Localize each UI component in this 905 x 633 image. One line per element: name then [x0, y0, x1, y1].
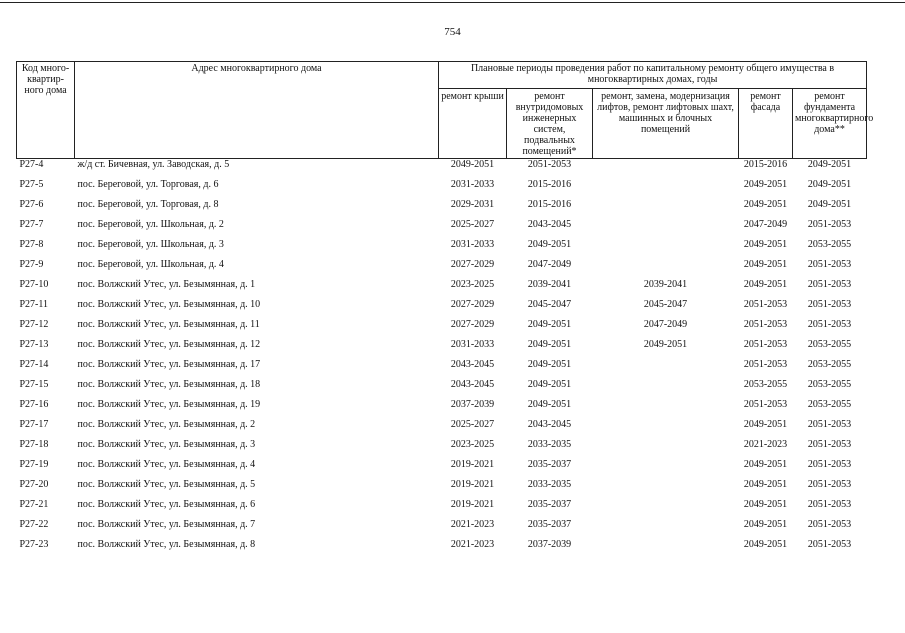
- cell-address: пос. Волжский Утес, ул. Безымянная, д. 11: [77, 319, 260, 330]
- cell-facade: 2049-2051: [743, 419, 788, 430]
- cell-roof: 2029-2031: [450, 199, 495, 210]
- cell-utilities: 2035-2037: [527, 519, 572, 530]
- cell-foundation: 2049-2051: [807, 199, 852, 210]
- cell-utilities: 2045-2047: [527, 299, 572, 310]
- cell-address: пос. Волжский Утес, ул. Безымянная, д. 19: [77, 399, 261, 410]
- header-periods: Плановые периоды проведения работ по капитальному ремонту общего имущества в многоквартирных домах, годы: [439, 62, 867, 89]
- cell-address: пос. Волжский Утес, ул. Безымянная, д. 10: [77, 299, 261, 310]
- table-row: [17, 239, 867, 259]
- cell-roof: 2043-2045: [450, 379, 495, 390]
- capital-repair-table: [16, 61, 874, 559]
- table-header: [17, 62, 874, 159]
- table-row: [17, 299, 867, 319]
- cell-facade: 2049-2051: [743, 279, 788, 290]
- cell-utilities: 2043-2045: [527, 419, 572, 430]
- cell-utilities: 2035-2037: [527, 459, 572, 470]
- table-row: [17, 379, 867, 399]
- cell-roof: 2025-2027: [450, 219, 495, 230]
- header-roof: ремонт крыши: [439, 89, 507, 159]
- cell-facade: 2049-2051: [743, 539, 788, 550]
- cell-foundation: 2051-2053: [807, 219, 852, 230]
- table-row: [17, 339, 867, 359]
- cell-code: Р27-7: [19, 219, 44, 230]
- cell-lifts: 2039-2041: [643, 279, 688, 290]
- cell-address: пос. Волжский Утес, ул. Безымянная, д. 8: [77, 539, 256, 550]
- cell-lifts: [593, 439, 739, 459]
- cell-foundation: 2051-2053: [807, 419, 852, 430]
- cell-roof: 2025-2027: [450, 419, 495, 430]
- cell-code: Р27-18: [19, 439, 49, 450]
- cell-utilities: 2047-2049: [527, 259, 572, 270]
- cell-code: Р27-22: [19, 519, 49, 530]
- cell-address: пос. Береговой, ул. Школьная, д. 4: [77, 259, 224, 270]
- cell-utilities: 2033-2035: [527, 439, 572, 450]
- cell-roof: 2021-2023: [450, 519, 495, 530]
- cell-foundation: 2051-2053: [807, 539, 852, 550]
- cell-facade: 2049-2051: [743, 199, 788, 210]
- table-row: [17, 259, 867, 279]
- cell-code: Р27-9: [19, 259, 44, 270]
- cell-utilities: 2035-2037: [527, 499, 572, 510]
- cell-roof: 2049-2051: [439, 159, 507, 180]
- cell-facade: 2049-2051: [743, 259, 788, 270]
- table-row: [17, 479, 867, 499]
- cell-code: Р27-4: [17, 159, 75, 180]
- page-number: 754: [444, 26, 461, 38]
- cell-code: Р27-19: [19, 459, 49, 470]
- cell-code: Р27-17: [19, 419, 49, 430]
- cell-code: Р27-23: [19, 539, 49, 550]
- table-row: [17, 539, 867, 559]
- cell-roof: 2023-2025: [450, 439, 495, 450]
- cell-lifts: [593, 459, 739, 479]
- cell-code: Р27-14: [19, 359, 49, 370]
- cell-code: Р27-15: [19, 379, 49, 390]
- cell-address: пос. Волжский Утес, ул. Безымянная, д. 2: [77, 419, 256, 430]
- cell-address: ж/д ст. Бичевная, ул. Заводская, д. 5: [75, 159, 439, 180]
- top-rule: [0, 2, 905, 3]
- cell-code: Р27-8: [19, 239, 44, 250]
- cell-roof: 2031-2033: [450, 339, 495, 350]
- cell-roof: 2023-2025: [450, 279, 495, 290]
- header-facade: ремонт фасада: [739, 89, 793, 159]
- cell-lifts: [593, 379, 739, 399]
- table-row: [17, 519, 867, 539]
- cell-roof: 2027-2029: [450, 299, 495, 310]
- cell-address: пос. Волжский Утес, ул. Безымянная, д. 18: [77, 379, 261, 390]
- cell-address: пос. Волжский Утес, ул. Безымянная, д. 6: [77, 499, 256, 510]
- table-row: [17, 159, 867, 180]
- cell-utilities: 2049-2051: [527, 339, 572, 350]
- cell-code: Р27-21: [19, 499, 49, 510]
- cell-facade: 2047-2049: [743, 219, 788, 230]
- cell-facade: 2015-2016: [739, 159, 793, 180]
- cell-foundation: 2049-2051: [807, 179, 852, 190]
- cell-address: пос. Волжский Утес, ул. Безымянная, д. 3: [77, 439, 256, 450]
- cell-lifts: [593, 539, 739, 559]
- cell-address: пос. Волжский Утес, ул. Безымянная, д. 4: [77, 459, 256, 470]
- cell-lifts: [593, 419, 739, 439]
- cell-code: Р27-10: [19, 279, 49, 290]
- cell-lifts: 2045-2047: [643, 299, 688, 310]
- cell-foundation: 2053-2055: [807, 379, 852, 390]
- cell-roof: 2019-2021: [450, 479, 495, 490]
- cell-roof: 2019-2021: [450, 459, 495, 470]
- cell-roof: 2027-2029: [450, 319, 495, 330]
- cell-address: пос. Волжский Утес, ул. Безымянная, д. 12: [77, 339, 261, 350]
- cell-lifts: [593, 219, 739, 239]
- cell-code: Р27-5: [19, 179, 44, 190]
- header-foundation: ремонт фундамента многоквартирного дома**: [793, 89, 867, 159]
- table-row: [17, 359, 867, 379]
- cell-utilities: 2033-2035: [527, 479, 572, 490]
- cell-lifts: [593, 259, 739, 279]
- cell-lifts: [593, 499, 739, 519]
- cell-address: пос. Береговой, ул. Торговая, д. 6: [77, 179, 219, 190]
- cell-facade: 2051-2053: [743, 399, 788, 410]
- cell-address: пос. Волжский Утес, ул. Безымянная, д. 7: [77, 519, 256, 530]
- cell-roof: 2037-2039: [450, 399, 495, 410]
- cell-code: Р27-16: [19, 399, 49, 410]
- cell-utilities: 2049-2051: [527, 319, 572, 330]
- cell-facade: 2053-2055: [743, 379, 788, 390]
- cell-foundation: 2053-2055: [807, 399, 852, 410]
- cell-foundation: 2051-2053: [807, 479, 852, 490]
- cell-lifts: [593, 519, 739, 539]
- cell-foundation: 2051-2053: [807, 299, 852, 310]
- table-row: [17, 279, 867, 299]
- cell-utilities: 2049-2051: [527, 239, 572, 250]
- cell-roof: 2043-2045: [450, 359, 495, 370]
- cell-foundation: 2051-2053: [807, 499, 852, 510]
- cell-foundation: 2049-2051: [793, 159, 867, 180]
- cell-foundation: 2051-2053: [807, 319, 852, 330]
- cell-foundation: 2051-2053: [807, 439, 852, 450]
- cell-facade: 2051-2053: [743, 339, 788, 350]
- cell-facade: 2051-2053: [743, 319, 788, 330]
- cell-address: пос. Волжский Утес, ул. Безымянная, д. 5: [77, 479, 256, 490]
- cell-facade: 2049-2051: [743, 479, 788, 490]
- header-lifts: ремонт, замена, модернизация лифтов, ремонт лифтовых шахт, машинных и блочных помещений: [593, 89, 739, 159]
- table-row: [17, 499, 867, 519]
- cell-lifts: [593, 239, 739, 259]
- table-row: [17, 219, 867, 239]
- cell-foundation: 2051-2053: [807, 459, 852, 470]
- table-body: [17, 159, 867, 560]
- cell-facade: 2049-2051: [743, 499, 788, 510]
- cell-roof: 2021-2023: [450, 539, 495, 550]
- cell-facade: 2051-2053: [743, 359, 788, 370]
- cell-code: Р27-11: [19, 299, 49, 310]
- cell-roof: 2031-2033: [450, 179, 495, 190]
- cell-utilities: 2049-2051: [527, 359, 572, 370]
- cell-code: Р27-6: [19, 199, 44, 210]
- cell-facade: 2051-2053: [743, 299, 788, 310]
- cell-address: пос. Береговой, ул. Школьная, д. 2: [77, 219, 224, 230]
- cell-roof: 2019-2021: [450, 499, 495, 510]
- table-row: [17, 439, 867, 459]
- cell-foundation: 2051-2053: [807, 519, 852, 530]
- table-row: [17, 199, 867, 219]
- cell-facade: 2049-2051: [743, 459, 788, 470]
- cell-lifts: 2049-2051: [643, 339, 688, 350]
- header-utilities: ремонт внутридомовых инженерных систем, подвальных помещений*: [507, 89, 593, 159]
- cell-address: пос. Волжский Утес, ул. Безымянная, д. 1: [77, 279, 256, 290]
- cell-utilities: 2039-2041: [527, 279, 572, 290]
- cell-lifts: 2047-2049: [643, 319, 688, 330]
- table-row: [17, 319, 867, 339]
- cell-code: Р27-13: [19, 339, 49, 350]
- header-address: Адрес многоквартирного дома: [75, 62, 439, 159]
- cell-utilities: 2037-2039: [527, 539, 572, 550]
- cell-foundation: 2053-2055: [807, 239, 852, 250]
- cell-lifts: [593, 179, 739, 199]
- cell-foundation: 2051-2053: [807, 259, 852, 270]
- table-row: [17, 179, 867, 199]
- table-row: [17, 459, 867, 479]
- cell-address: пос. Волжский Утес, ул. Безымянная, д. 17: [77, 359, 261, 370]
- cell-utilities: 2015-2016: [527, 199, 572, 210]
- cell-code: Р27-12: [19, 319, 49, 330]
- cell-address: пос. Береговой, ул. Торговая, д. 8: [77, 199, 219, 210]
- cell-foundation: 2053-2055: [807, 339, 852, 350]
- cell-code: Р27-20: [19, 479, 49, 490]
- cell-lifts: [593, 199, 739, 219]
- cell-utilities: 2043-2045: [527, 219, 572, 230]
- cell-utilities: 2049-2051: [527, 399, 572, 410]
- cell-utilities: 2049-2051: [527, 379, 572, 390]
- cell-utilities: 2051-2053: [507, 159, 593, 180]
- cell-lifts: [593, 399, 739, 419]
- header-code: Код много- квартир- ного дома: [17, 62, 75, 159]
- table-row: [17, 419, 867, 439]
- cell-foundation: 2051-2053: [807, 279, 852, 290]
- cell-facade: 2021-2023: [743, 439, 788, 450]
- cell-lifts: [593, 159, 739, 180]
- table-row: [17, 399, 867, 419]
- cell-lifts: [593, 479, 739, 499]
- cell-facade: 2049-2051: [743, 179, 788, 190]
- cell-facade: 2049-2051: [743, 239, 788, 250]
- cell-address: пос. Береговой, ул. Школьная, д. 3: [77, 239, 224, 250]
- cell-facade: 2049-2051: [743, 519, 788, 530]
- cell-utilities: 2015-2016: [527, 179, 572, 190]
- cell-roof: 2031-2033: [450, 239, 495, 250]
- cell-foundation: 2053-2055: [807, 359, 852, 370]
- cell-lifts: [593, 359, 739, 379]
- cell-roof: 2027-2029: [450, 259, 495, 270]
